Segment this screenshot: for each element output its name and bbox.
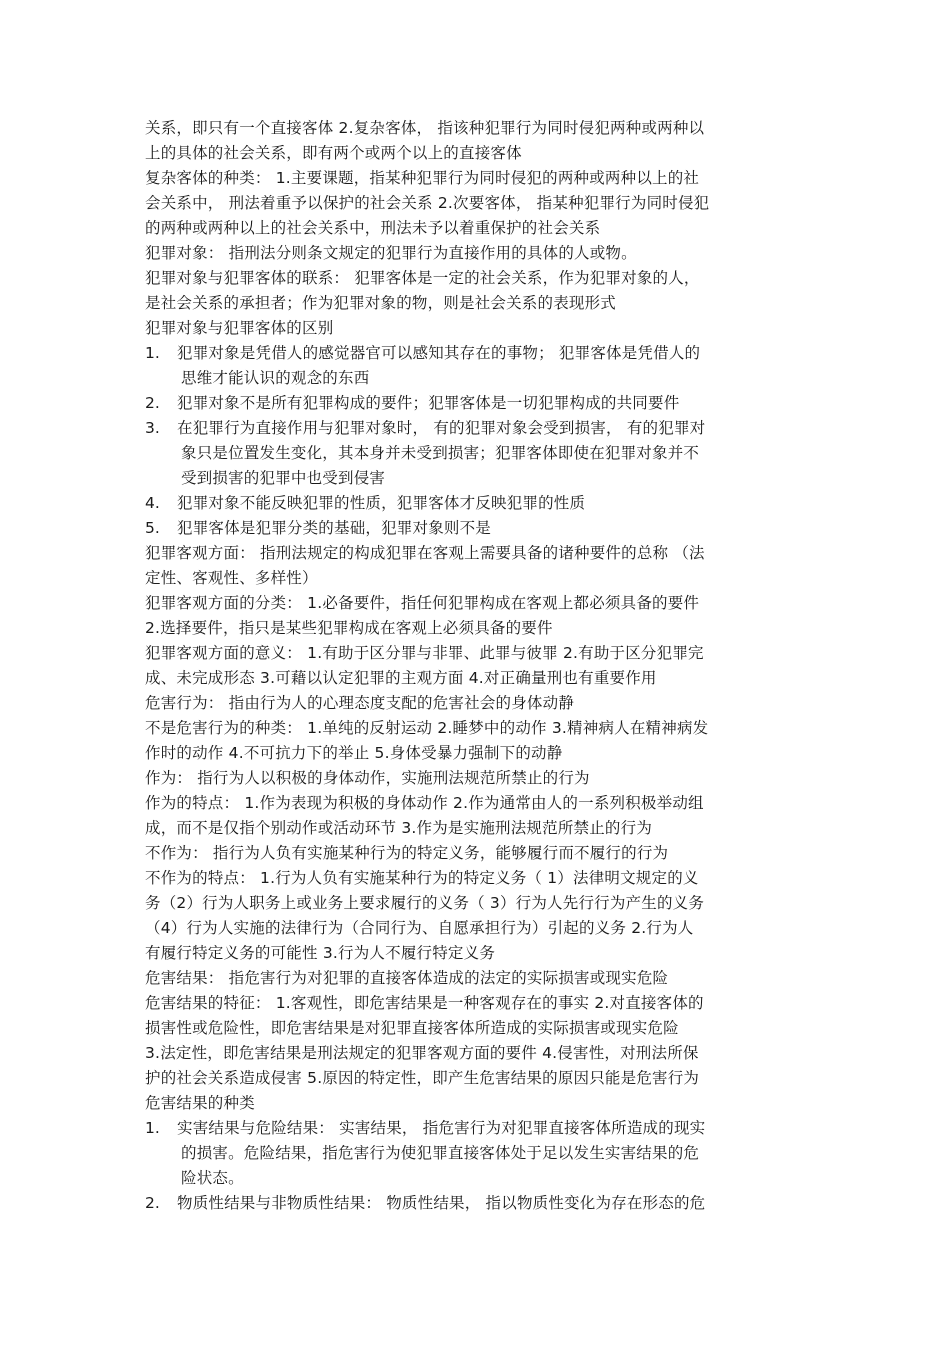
paragraph	[145, 766, 810, 791]
text-line: 损害性或危险性，即危害结果是对犯罪直接客体所造成的实际损害或现实危险	[145, 1019, 679, 1037]
text-line: 不是危害行为的种类： 1.单纯的反射运动 2.睡梦中的动作 3.精神病人在精神病发	[145, 719, 709, 737]
paragraph	[145, 116, 810, 166]
text-line: 复杂客体的种类： 1.主要课题，指某种犯罪行为同时侵犯的两种或两种以上的社	[145, 169, 700, 187]
text-line: 物质性结果与非物质性结果： 物质性结果， 指以物质性变化为存在形态的危	[177, 1194, 706, 1212]
text-line: 在犯罪行为直接作用与犯罪对象时， 有的犯罪对象会受到损害， 有的犯罪对	[177, 419, 706, 437]
document-body	[145, 116, 810, 1216]
text-line: 犯罪客体是犯罪分类的基础，犯罪对象则不是	[177, 519, 492, 537]
text-line: 危害结果的特征： 1.客观性，即危害结果是一种客观存在的事实 2.对直接客体的	[145, 994, 704, 1012]
text-line: 受到损害的犯罪中也受到侵害	[181, 469, 386, 487]
text-line: 定性、客观性、多样性）	[145, 569, 318, 587]
text-line: 犯罪对象： 指刑法分则条文规定的犯罪行为直接作用的具体的人或物。	[145, 244, 637, 262]
text-line: 思维才能认识的观念的东西	[181, 369, 370, 387]
text-line: 不作为： 指行为人负有实施某种行为的特定义务，能够履行而不履行的行为	[145, 844, 669, 862]
paragraph	[145, 591, 810, 641]
list-number: 2.	[145, 394, 160, 412]
text-line: 危害结果： 指危害行为对犯罪的直接客体造成的法定的实际损害或现实危险	[145, 969, 669, 987]
text-line: 3.法定性，即危害结果是刑法规定的犯罪客观方面的要件 4.侵害性，对刑法所保	[145, 1044, 699, 1062]
text-line: 上的具体的社会关系，即有两个或两个以上的直接客体	[145, 144, 522, 162]
paragraph	[145, 841, 810, 866]
list-number: 3.	[145, 419, 160, 437]
text-line: 作为的特点： 1.作为表现为积极的身体动作 2.作为通常由人的一系列积极举动组	[145, 794, 704, 812]
paragraph	[145, 166, 810, 241]
list-item	[145, 1116, 810, 1191]
text-line: 犯罪对象不是所有犯罪构成的要件；犯罪客体是一切犯罪构成的共同要件	[177, 394, 680, 412]
list-item	[145, 416, 810, 491]
text-line: 2.选择要件，指只是某些犯罪构成在客观上必须具备的要件	[145, 619, 553, 637]
list-item	[145, 341, 810, 391]
text-line: 犯罪客观方面的意义： 1.有助于区分罪与非罪、此罪与彼罪 2.有助于区分犯罪完	[145, 644, 704, 662]
list-number: 5.	[145, 519, 160, 537]
text-line: 危害结果的种类	[145, 1094, 255, 1112]
text-line: 护的社会关系造成侵害 5.原因的特定性，即产生危害结果的原因只能是危害行为	[145, 1069, 700, 1087]
text-line: 犯罪客观方面： 指刑法规定的构成犯罪在客观上需要具备的诸种要件的总称 （法	[145, 544, 705, 562]
list-item	[145, 516, 810, 541]
text-line: 务（2）行为人职务上或业务上要求履行的义务（ 3）行为人先行行为产生的义务	[145, 894, 705, 912]
paragraph	[145, 966, 810, 991]
paragraph	[145, 1091, 810, 1116]
list-item	[145, 391, 810, 416]
list-number: 4.	[145, 494, 160, 512]
paragraph	[145, 541, 810, 591]
text-line: 犯罪对象不能反映犯罪的性质，犯罪客体才反映犯罪的性质	[177, 494, 586, 512]
text-line: 作为： 指行为人以积极的身体动作，实施刑法规范所禁止的行为	[145, 769, 590, 787]
text-line: 实害结果与危险结果： 实害结果， 指危害行为对犯罪直接客体所造成的现实	[177, 1119, 706, 1137]
text-line: 犯罪对象与犯罪客体的区别	[145, 319, 334, 337]
paragraph	[145, 691, 810, 716]
list-number: 1.	[145, 1119, 160, 1137]
paragraph	[145, 991, 810, 1091]
text-line: 的两种或两种以上的社会关系中，刑法未予以着重保护的社会关系	[145, 219, 601, 237]
paragraph	[145, 716, 810, 766]
paragraph	[145, 241, 810, 266]
text-line: 的损害。危险结果，指危害行为使犯罪直接客体处于足以发生实害结果的危	[181, 1144, 700, 1162]
list-item	[145, 491, 810, 516]
text-line: （4）行为人实施的法律行为（合同行为、自愿承担行为）引起的义务 2.行为人	[145, 919, 694, 937]
text-line: 成、未完成形态 3.可藉以认定犯罪的主观方面 4.对正确量刑也有重要作用	[145, 669, 657, 687]
list-number: 1.	[145, 344, 160, 362]
text-line: 犯罪对象是凭借人的感觉器官可以感知其存在的事物； 犯罪客体是凭借人的	[177, 344, 701, 362]
paragraph	[145, 641, 810, 691]
text-line: 犯罪客观方面的分类： 1.必备要件，指任何犯罪构成在客观上都必须具备的要件	[145, 594, 700, 612]
text-line: 有履行特定义务的可能性 3.行为人不履行特定义务	[145, 944, 496, 962]
paragraph	[145, 316, 810, 341]
text-line: 会关系中， 刑法着重予以保护的社会关系 2.次要客体， 指某种犯罪行为同时侵犯	[145, 194, 710, 212]
list-number: 2.	[145, 1194, 160, 1212]
text-line: 是社会关系的承担者；作为犯罪对象的物，则是社会关系的表现形式	[145, 294, 617, 312]
text-line: 象只是位置发生变化，其本身并未受到损害；犯罪客体即使在犯罪对象并不	[181, 444, 700, 462]
text-line: 危害行为： 指由行为人的心理态度支配的危害社会的身体动静	[145, 694, 575, 712]
list-item	[145, 1191, 810, 1216]
text-line: 不作为的特点： 1.行为人负有实施某种行为的特定义务（ 1）法律明文规定的义	[145, 869, 699, 887]
paragraph	[145, 266, 810, 316]
paragraph	[145, 791, 810, 841]
text-line: 作时的动作 4.不可抗力下的举止 5.身体受暴力强制下的动静	[145, 744, 563, 762]
text-line: 险状态。	[181, 1169, 244, 1187]
text-line: 犯罪对象与犯罪客体的联系： 犯罪客体是一定的社会关系，作为犯罪对象的人，	[145, 269, 700, 287]
paragraph	[145, 866, 810, 966]
text-line: 成，而不是仅指个别动作或活动环节 3.作为是实施刑法规范所禁止的行为	[145, 819, 653, 837]
text-line: 关系，即只有一个直接客体 2.复杂客体， 指该种犯罪行为同时侵犯两种或两种以	[145, 119, 705, 137]
